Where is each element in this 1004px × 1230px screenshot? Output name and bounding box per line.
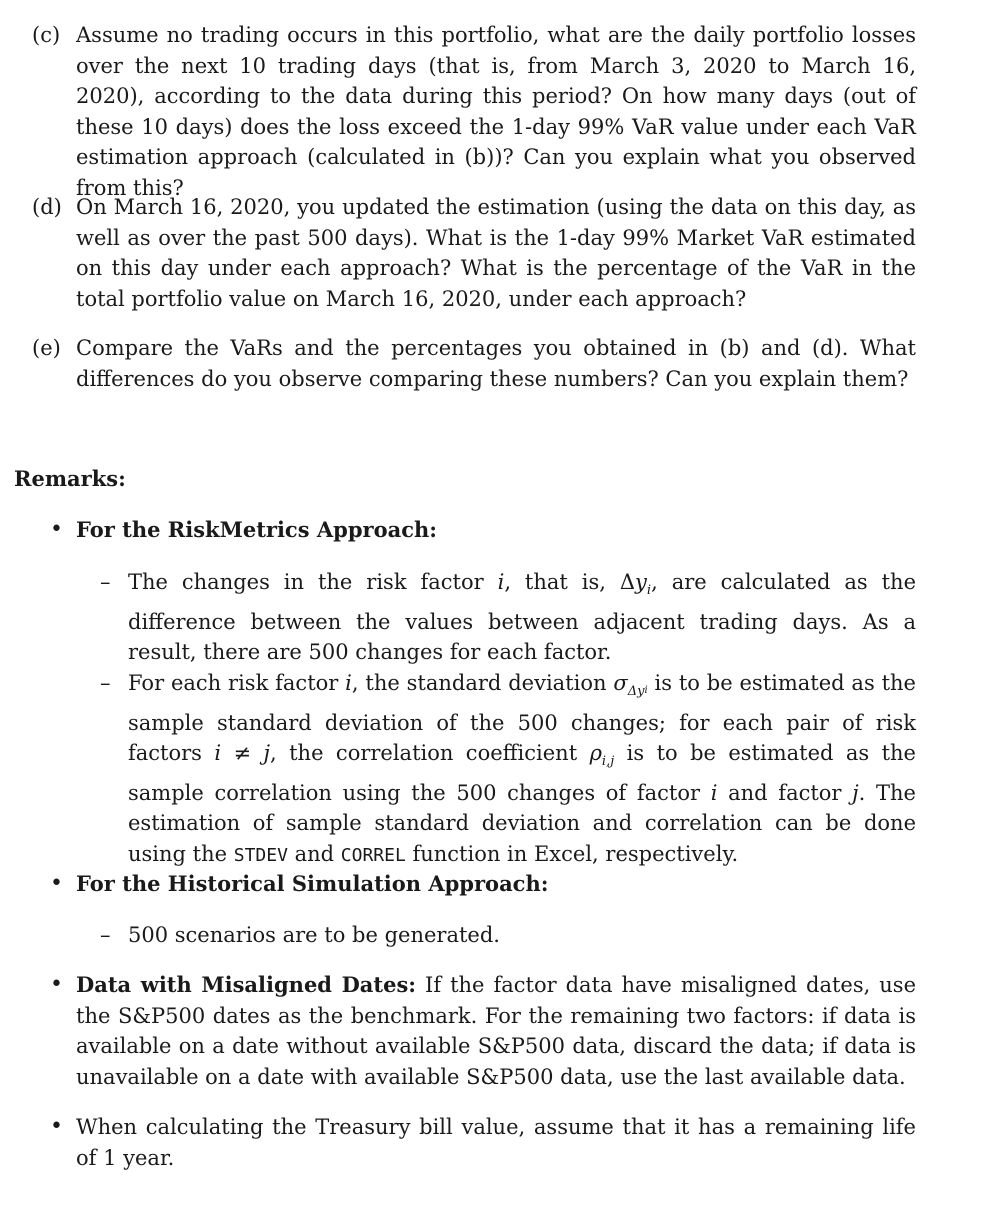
- math-var: i: [345, 671, 352, 695]
- math-var: i: [497, 570, 505, 594]
- question-c-text: Assume no trading occurs in this portfolio, what are the daily portfolio losses over the next 10 trading days (that is, from March 3, 2020 to March 16, 2020), according to the data during this period? On how many days (out of these 10 days) does the loss exceed the 1-day 99% VaR value under each VaR estimation approach (calculated in (b))? Can you explain what you observed from this?: [76, 23, 916, 200]
- text-run: function in Excel, respectively.: [405, 841, 739, 866]
- text-run: is to be estimated as the sample correlation using the 500 changes of factor: [128, 741, 916, 805]
- math-var: y: [635, 570, 647, 594]
- misaligned-body: If the factor data have misaligned dates, use the S&P500 dates as the benchmark. For the remaining two factors: if data is available on a date without available S&P500 data, discard the data; if data is unavailable on a date with available S&P500 data, use the last available data.: [76, 973, 916, 1089]
- code-stdev: STDEV: [233, 844, 288, 866]
- riskmetrics-item-1: [100, 567, 916, 668]
- bullet-tbill: [50, 1112, 916, 1173]
- math-var: j: [852, 780, 859, 805]
- text-run: , are calculated as the difference between the values between adjacent trading days. As a result, there are 500 changes for each factor.: [128, 570, 916, 664]
- bullet-icon: •: [50, 972, 63, 997]
- dash-icon: –: [100, 570, 111, 594]
- question-d-text: On March 16, 2020, you updated the estimation (using the data on this day, as well as over the past 500 days). What is the 1-day 99% Market VaR estimated on this day under each approach? What is the percentage of the VaR in the total portfolio value on March 16, 2020, under each approach?: [76, 195, 916, 311]
- bullet-icon: •: [50, 871, 63, 896]
- question-d-label: (d): [32, 195, 62, 219]
- dash-icon: –: [100, 923, 111, 947]
- text-run: is to be estimated as the sample standard deviation of the 500 changes; for each pair of risk factors: [128, 671, 916, 765]
- remarks-heading: Remarks:: [14, 466, 126, 491]
- math-var: i: [710, 780, 718, 805]
- historical-item-1: [100, 920, 916, 951]
- riskmetrics-heading: For the RiskMetrics Approach:: [76, 517, 437, 542]
- question-e-label: (e): [32, 336, 61, 360]
- code-correl: CORREL: [340, 844, 406, 866]
- question-d: [32, 192, 916, 314]
- text-run: , that is, Δ: [504, 570, 636, 594]
- math-subscript: i: [644, 685, 648, 696]
- question-c: [32, 20, 916, 203]
- bullet-historical: [50, 869, 916, 900]
- question-e-text: Compare the VaRs and the percentages you obtained in (b) and (d). What differences do you observe comparing these numbers? Can you explain them?: [76, 336, 916, 391]
- tbill-text: When calculating the Treasury bill value, assume that it has a remaining life of 1 year.: [76, 1115, 916, 1170]
- dash-icon: –: [100, 671, 111, 695]
- math-sigma: σ: [613, 671, 628, 695]
- riskmetrics-item-2: [100, 668, 916, 871]
- historical-heading: For the Historical Simulation Approach:: [76, 871, 549, 896]
- question-c-label: (c): [32, 23, 61, 47]
- bullet-icon: •: [50, 517, 63, 542]
- math-subscript: i,j: [601, 754, 615, 769]
- historical-item-1-text: 500 scenarios are to be generated.: [128, 923, 500, 947]
- math-inequality: i ≠ j: [214, 741, 271, 765]
- math-subscript: Δy: [627, 684, 645, 699]
- text-run: and factor: [717, 780, 853, 805]
- bullet-icon: •: [50, 1114, 63, 1139]
- text-run: , the correlation coefficient: [270, 741, 590, 765]
- misaligned-text: [76, 970, 916, 1092]
- text-run: and: [287, 841, 341, 866]
- math-rho: ρ: [589, 741, 602, 765]
- math-subscript: i: [646, 583, 652, 598]
- riskmetrics-item-1-text: [128, 567, 916, 668]
- text-run: . The estimation of sample standard deviation and correlation can be done using the: [128, 780, 916, 866]
- question-e: [32, 333, 916, 394]
- misaligned-heading: Data with Misaligned Dates:: [76, 972, 417, 997]
- bullet-misaligned: [50, 970, 916, 1092]
- text-run: The changes in the risk factor: [128, 570, 498, 594]
- riskmetrics-item-2-text: [128, 668, 916, 871]
- text-run: , the standard deviation: [351, 671, 614, 695]
- bullet-riskmetrics: [50, 515, 916, 546]
- text-run: For each risk factor: [128, 671, 346, 695]
